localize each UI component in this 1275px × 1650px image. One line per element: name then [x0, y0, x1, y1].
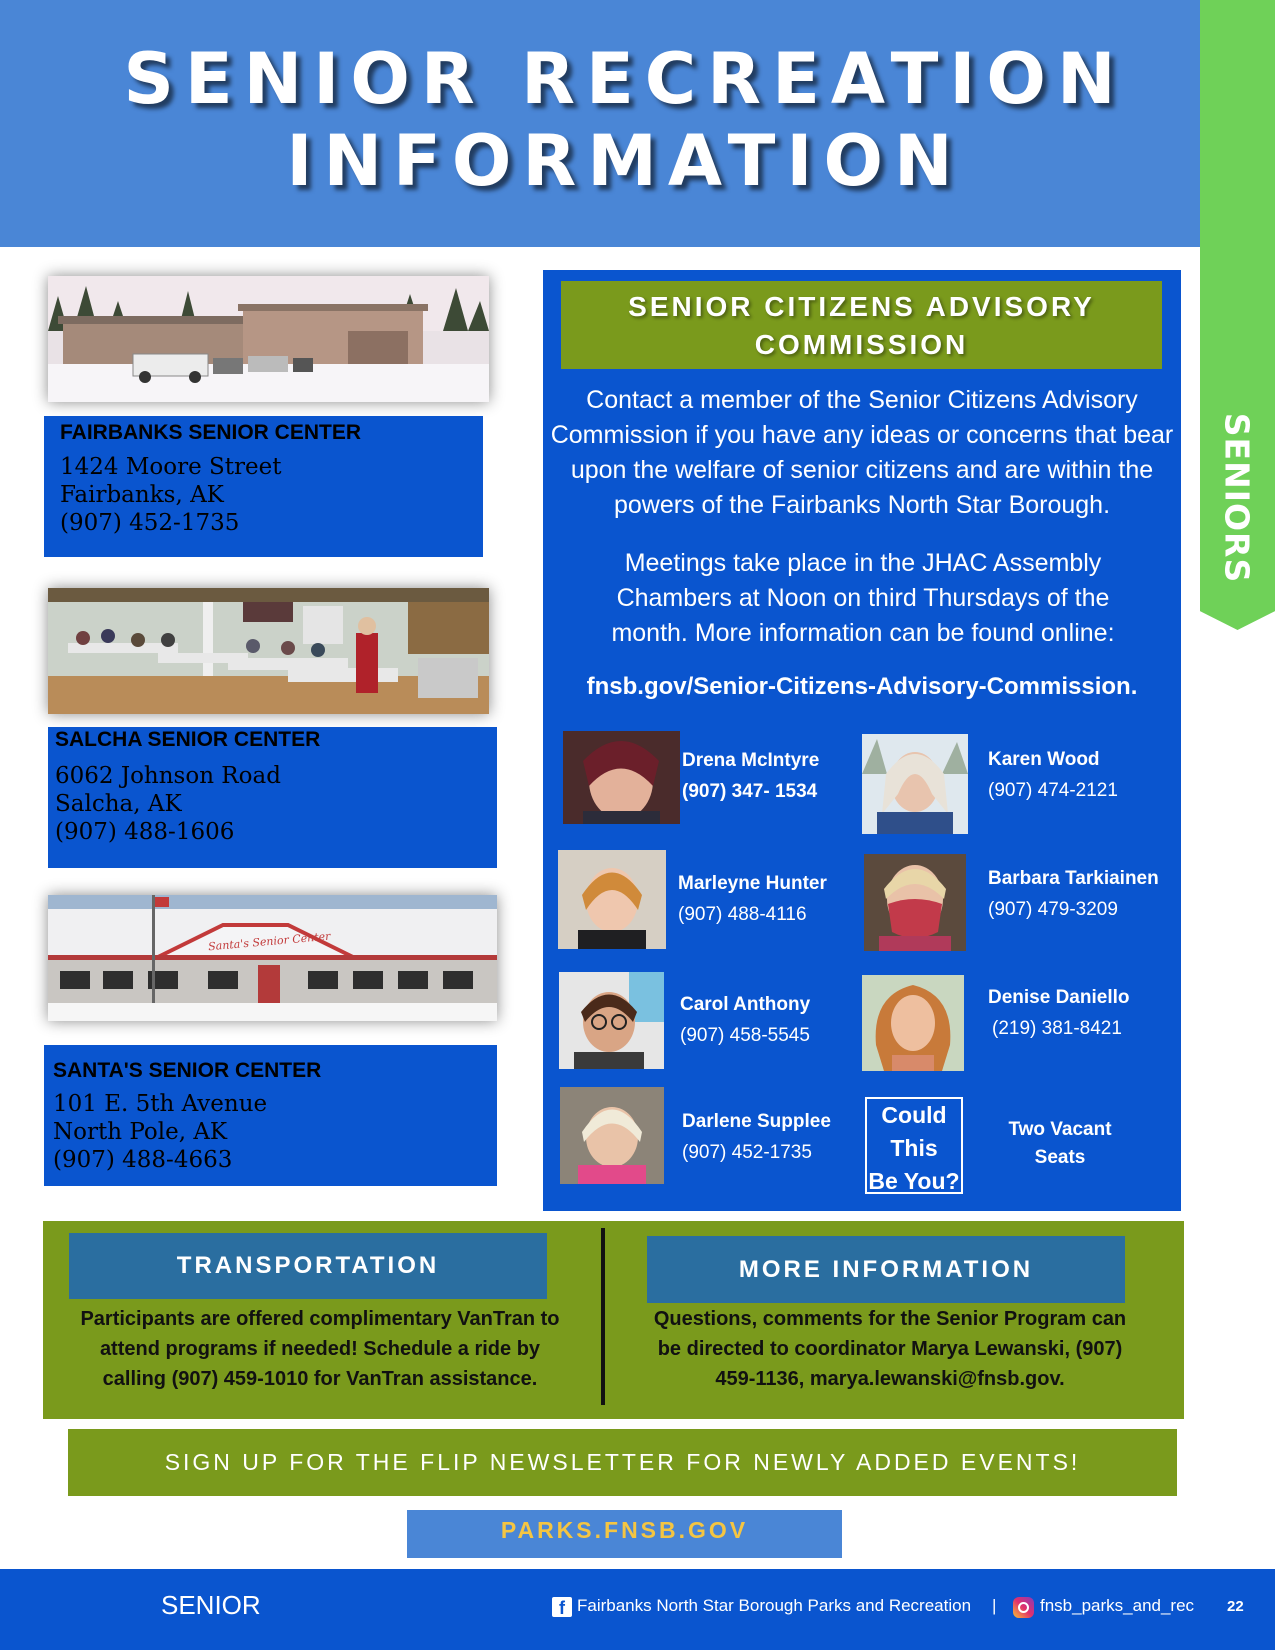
page-title	[0, 38, 1250, 202]
could-line-1: Could	[881, 1102, 947, 1128]
member-photo-carol-anthony	[559, 972, 664, 1069]
santas-center-street: 101 E. 5th Avenue	[53, 1091, 268, 1117]
more-info-text: Questions, comments for the Senior Program can be directed to coordinator Marya Lewanski, (907) 459-1136, marya.lewanski@fnsb.gov.	[653, 1308, 1127, 1390]
fairbanks-center-address	[60, 453, 281, 537]
member-name: Denise Daniello	[988, 987, 1130, 1008]
commission-meetings: Meetings take place in the JHAC Assembly Chambers at Noon on third Thursdays of the month. More information can be found online:	[611, 549, 1115, 647]
commission-heading-line-1: SENIOR CITIZENS ADVISORY	[628, 291, 1095, 322]
member-name: Carol Anthony	[680, 994, 811, 1015]
could-line-2: This	[890, 1135, 938, 1161]
vacant-seats	[990, 1116, 1130, 1172]
member-photo-drena-mcintyre	[563, 731, 680, 824]
fairbanks-center-phone: (907) 452-1735	[60, 510, 240, 536]
fairbanks-center-street: 1424 Moore Street	[60, 454, 282, 480]
member-photo-karen-wood	[862, 734, 968, 834]
vacant-line-1: Two Vacant	[1008, 1119, 1112, 1140]
salcha-center-photo	[48, 588, 489, 714]
member-phone: (907) 488-4116	[678, 904, 807, 925]
santas-center-sign: Santa's Senior Center	[207, 929, 331, 954]
member-photo-barbara-tarkiainen	[864, 854, 966, 951]
salcha-center-phone: (907) 488-1606	[55, 819, 235, 845]
member-name: Barbara Tarkiainen	[988, 868, 1159, 889]
member-phone: (219) 381-8421	[992, 1018, 1122, 1039]
salcha-center-name: SALCHA SENIOR CENTER	[55, 728, 321, 751]
member-name: Drena McIntyre	[682, 750, 820, 771]
vacant-line-2: Seats	[1034, 1147, 1086, 1168]
commission-link[interactable]: fnsb.gov/Senior-Citizens-Advisory-Commission.	[586, 673, 1138, 700]
page-title-line-1: SENIOR RECREATION	[123, 38, 1127, 120]
more-info-heading: MORE INFORMATION	[647, 1236, 1125, 1303]
footer-facebook-text[interactable]: Fairbanks North Star Borough Parks and Recreation	[577, 1596, 972, 1615]
commission-heading-line-2: COMMISSION	[754, 329, 969, 360]
salcha-center-city: Salcha, AK	[55, 791, 182, 817]
member-name: Darlene Supplee	[682, 1111, 831, 1132]
member-phone: (907) 474-2121	[988, 780, 1118, 801]
santas-center-phone: (907) 488-4663	[53, 1147, 233, 1173]
footer-separator: |	[992, 1596, 997, 1615]
info-band-divider	[601, 1228, 605, 1405]
page-title-line-2: INFORMATION	[286, 120, 964, 202]
commission-description: Contact a member of the Senior Citizens Advisory Commission if you have any ideas or concerns that bear upon the welfare of senior citizens and are within the powers of the Fairbanks North Star Borough.	[550, 386, 1174, 519]
parks-website-link[interactable]: PARKS.FNSB.GOV	[407, 1510, 842, 1558]
footer-instagram-text[interactable]: fnsb_parks_and_rec	[1040, 1596, 1195, 1615]
instagram-icon	[1013, 1597, 1034, 1618]
fairbanks-center-name: FAIRBANKS SENIOR CENTER	[60, 421, 362, 444]
newsletter-banner: SIGN UP FOR THE FLIP NEWSLETTER FOR NEWLY ADDED EVENTS!	[68, 1429, 1177, 1496]
salcha-center-address	[55, 762, 281, 846]
footer-section-label: SENIOR	[161, 1590, 261, 1620]
member-photo-denise-daniello	[862, 975, 964, 1071]
member-phone: (907) 452-1735	[682, 1142, 812, 1163]
fairbanks-center-photo	[48, 276, 489, 402]
section-side-tab-label: SENIORS	[1217, 412, 1257, 584]
transportation-heading: TRANSPORTATION	[69, 1233, 547, 1299]
santas-center-address	[53, 1090, 267, 1174]
member-photo-marleyne-hunter	[558, 850, 666, 949]
member-phone: (907) 458-5545	[680, 1025, 810, 1046]
fairbanks-center-city: Fairbanks, AK	[60, 482, 224, 508]
member-phone: (907) 479-3209	[988, 899, 1118, 920]
member-name: Marleyne Hunter	[678, 873, 827, 894]
santas-center-name: SANTA'S SENIOR CENTER	[53, 1059, 322, 1082]
member-photo-darlene-supplee	[560, 1087, 664, 1184]
santas-center-photo	[48, 895, 497, 1021]
facebook-icon: f	[552, 1597, 572, 1617]
santas-center-city: North Pole, AK	[53, 1119, 228, 1145]
could-this-be-you-box	[865, 1097, 963, 1194]
member-name: Karen Wood	[988, 749, 1100, 770]
member-phone: (907) 347- 1534	[682, 781, 818, 802]
could-line-3: Be You?	[868, 1168, 960, 1194]
salcha-center-street: 6062 Johnson Road	[55, 763, 281, 789]
page-number: 22	[1227, 1598, 1244, 1615]
commission-heading	[561, 281, 1162, 369]
transportation-text: Participants are offered complimentary VanTran to attend programs if needed! Schedule a ride by calling (907) 459-1010 for VanTran assistance.	[80, 1308, 560, 1390]
